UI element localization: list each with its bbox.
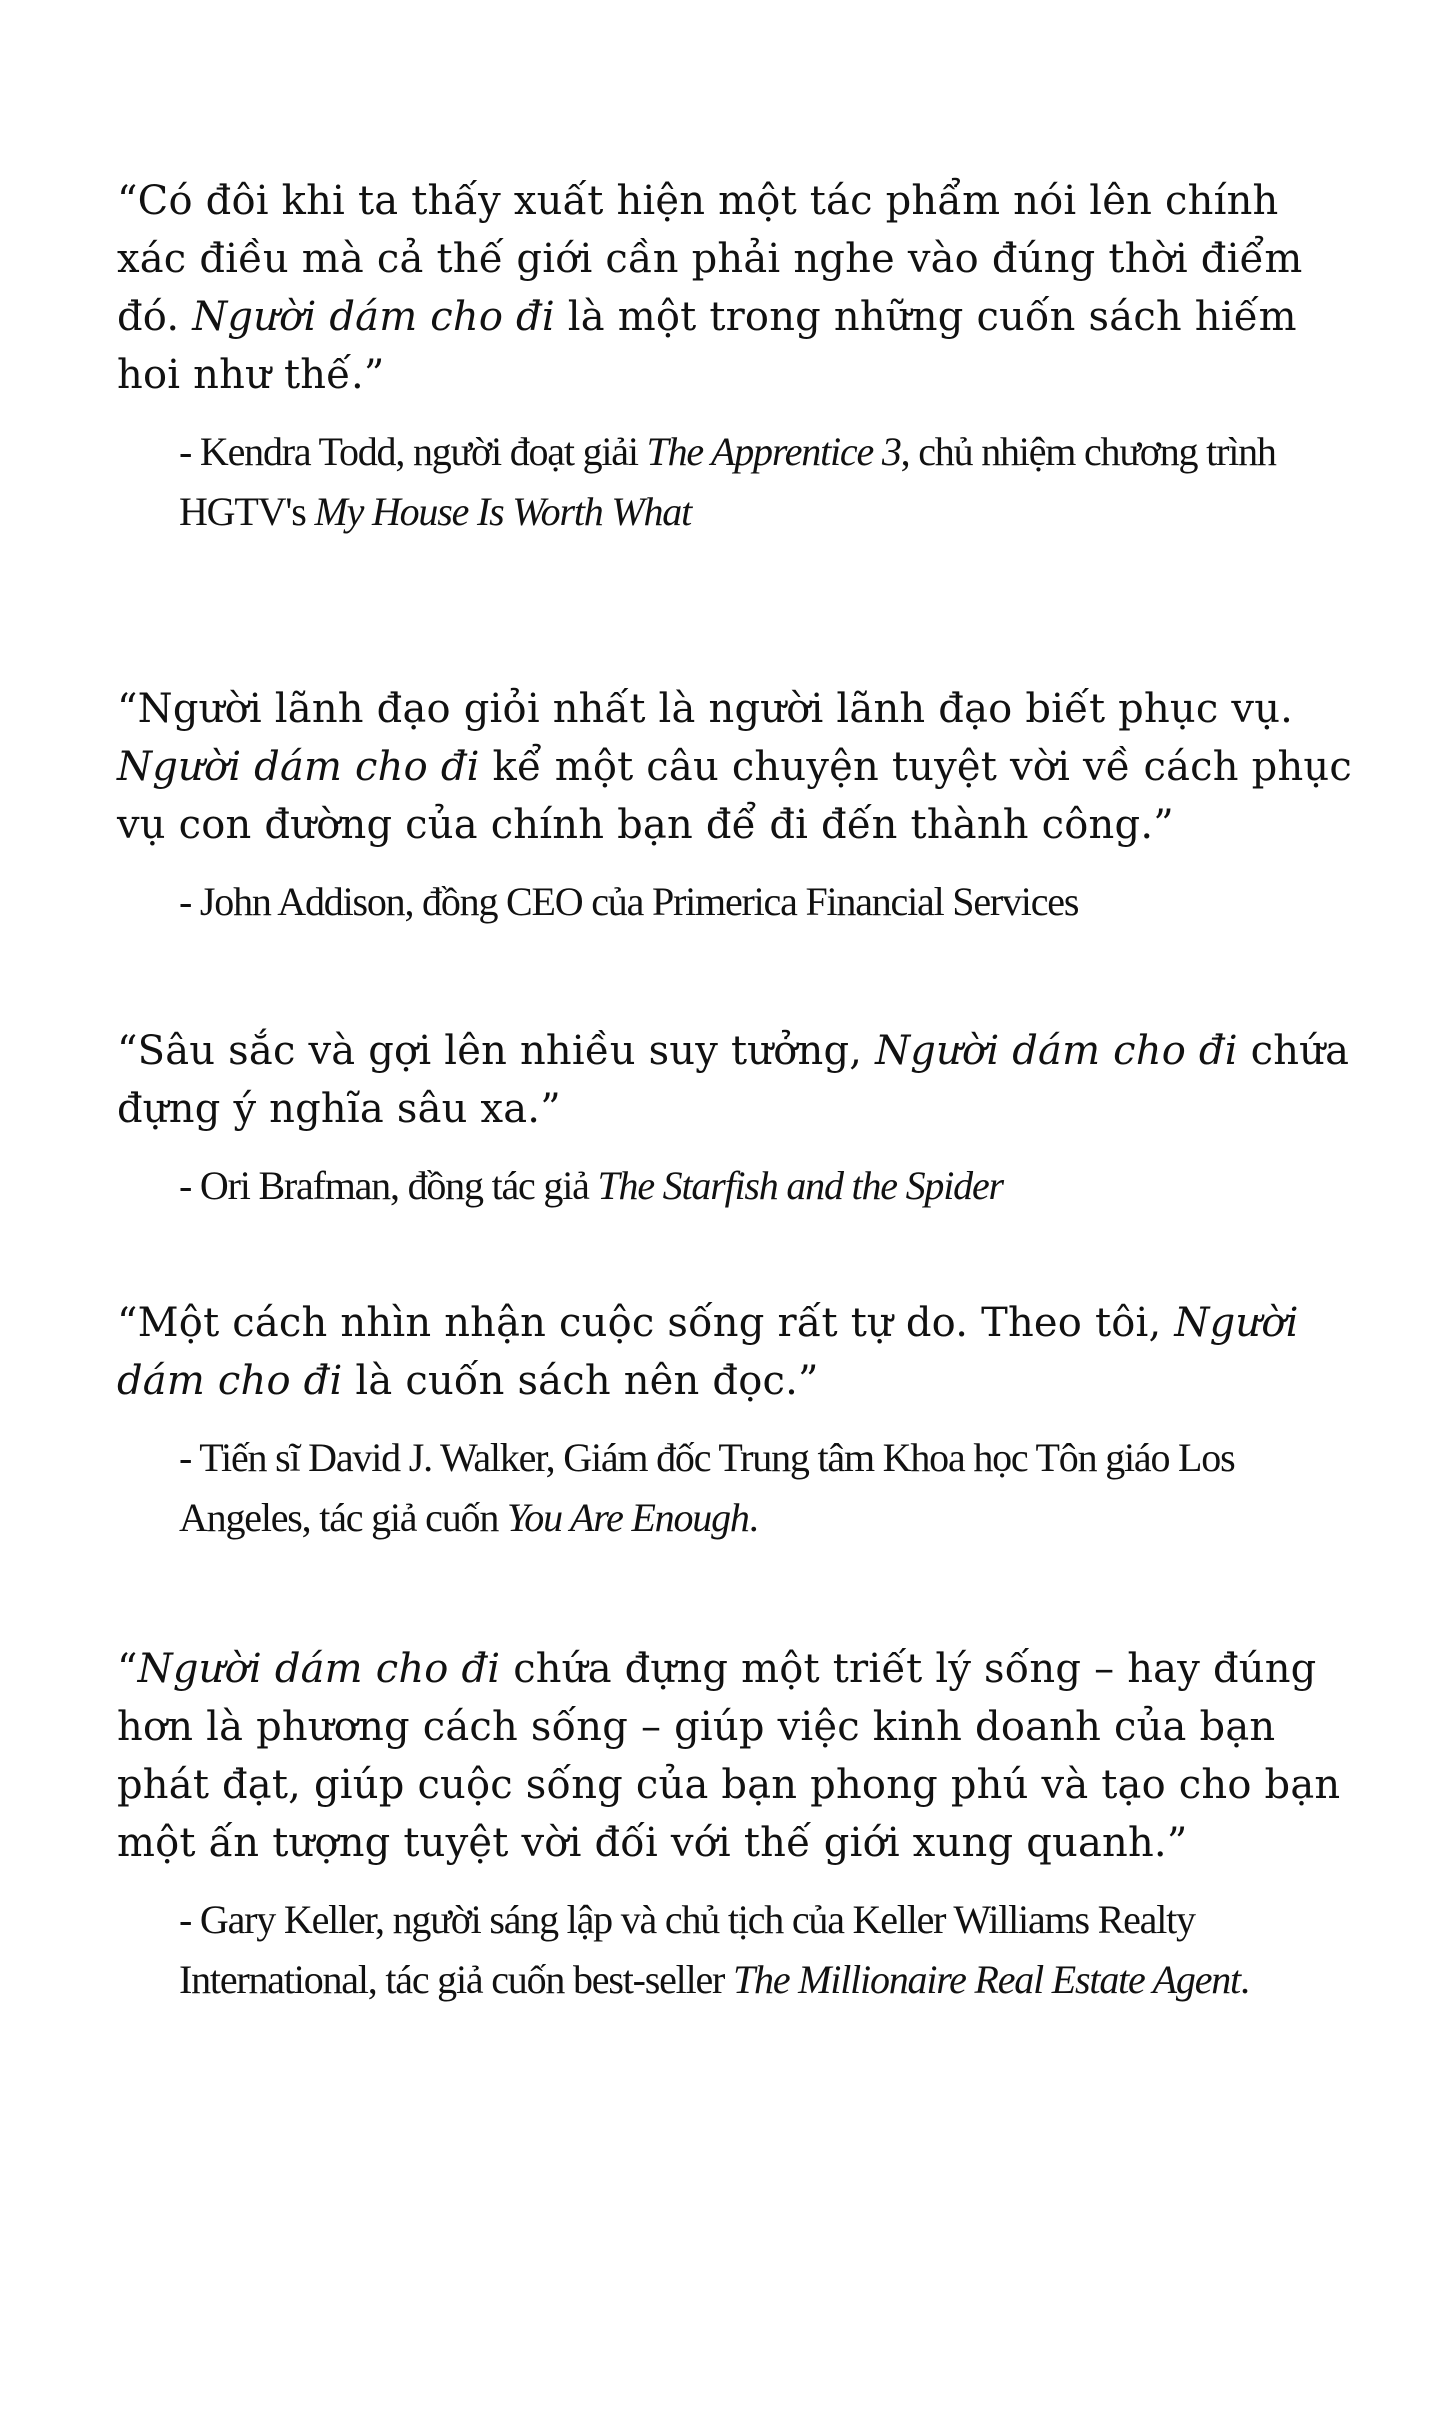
attribution-part: - Tiến sĩ David J. Walker, Giám đốc Trung tâm Khoa học Tôn giáo Los Angeles, tác giả cuốn xyxy=(179,1435,1235,1540)
attribution-part: - Ori Brafman, đồng tác giả xyxy=(179,1163,598,1208)
quote-text-part: chứa đựng ý nghĩa sâu xa.” xyxy=(117,1028,1350,1132)
quote-text-part: “ xyxy=(117,1646,138,1692)
quote-text-part: là cuốn sách nên đọc.” xyxy=(342,1358,819,1404)
attribution-italic: You Are Enough xyxy=(506,1495,749,1540)
book-title-italic: Người dám cho đi xyxy=(192,294,555,340)
quote-attribution xyxy=(179,872,1357,932)
quote-block-kendra-todd xyxy=(117,172,1357,542)
quote-text-part: “Sâu sắc và gợi lên nhiều suy tưởng, xyxy=(117,1028,876,1074)
quote-text xyxy=(117,1294,1357,1410)
quote-block-david-walker xyxy=(117,1294,1357,1548)
attribution-part: - Gary Keller, người sáng lập và chủ tịch của Keller Williams Realty International, tác giả cuốn best-seller xyxy=(179,1897,1195,2002)
attribution-italic: The Apprentice 3 xyxy=(646,429,901,474)
attribution-part: , chủ nhiệm chương trình HGTV's xyxy=(179,429,1276,534)
quote-text-part: “Có đôi khi ta thấy xuất hiện một tác phẩm nói lên chính xác điều mà cả thế giới cần phải nghe vào đúng thời điểm đó. xyxy=(117,178,1303,340)
book-title-italic: Người dám cho đi xyxy=(875,1028,1238,1074)
book-title-italic: Người dám cho đi xyxy=(117,744,480,790)
quote-text xyxy=(117,1022,1357,1138)
attribution-italic: The Millionaire Real Estate Agent xyxy=(732,1957,1240,2002)
quote-attribution xyxy=(179,422,1357,542)
quote-block-ori-brafman xyxy=(117,1022,1357,1216)
quote-attribution xyxy=(179,1890,1357,2010)
quote-text-part: “Người lãnh đạo giỏi nhất là người lãnh đạo biết phục vụ. xyxy=(117,686,1294,732)
quote-attribution xyxy=(179,1156,1357,1216)
book-title-italic: Người dám cho đi xyxy=(137,1646,501,1692)
quote-text-part: là một trong những cuốn sách hiếm hoi như thế.” xyxy=(117,294,1297,398)
attribution-italic: The Starfish and the Spider xyxy=(597,1163,1003,1208)
quote-text-part: chứa đựng một triết lý sống – hay đúng hơn là phương cách sống – giúp việc kinh doanh của bạn phát đạt, giúp cuộc sống của bạn phong phú và tạo cho bạn một ấn tượng tuyệt vời đối với thế giới xung quanh.” xyxy=(117,1646,1341,1866)
quote-block-john-addison xyxy=(117,680,1357,932)
quote-attribution xyxy=(179,1428,1357,1548)
quote-text-part: “Một cách nhìn nhận cuộc sống rất tự do. Theo tôi, xyxy=(117,1300,1175,1346)
quote-text-part: kể một câu chuyện tuyệt vời về cách phục vụ con đường của chính bạn để đi đến thành công.” xyxy=(117,744,1352,848)
attribution-part: - Kendra Todd, người đoạt giải xyxy=(179,429,647,474)
attribution-part: . xyxy=(1239,1957,1249,2002)
quote-text xyxy=(117,1640,1357,1872)
attribution-part: . xyxy=(748,1495,758,1540)
attribution-italic: My House Is Worth What xyxy=(314,489,691,534)
quote-text xyxy=(117,172,1357,404)
book-title-italic: Người dám cho đi xyxy=(117,1300,1299,1404)
quote-block-gary-keller xyxy=(117,1640,1357,2010)
quote-text xyxy=(117,680,1357,854)
attribution-part: - John Addison, đồng CEO của Primerica Financial Services xyxy=(179,879,1079,924)
